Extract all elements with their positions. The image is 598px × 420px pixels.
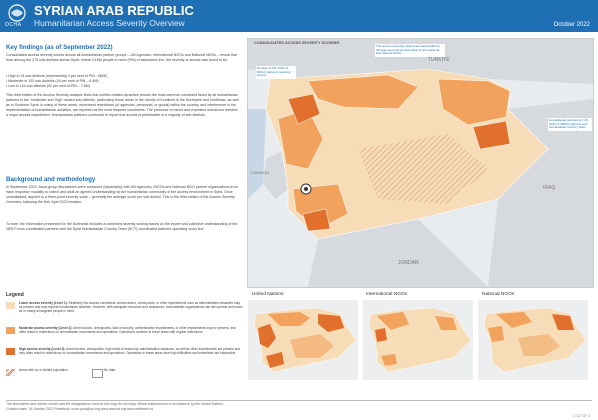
legend-title: Legend: [6, 292, 24, 298]
ocha-logo-text: OCHA: [5, 22, 22, 28]
background-p1: In September 2022, focus group discussions were convened (separately) with UN Agencies, INGOs and National NGO partner organizations from each response modality to collect and distil an agreed understanding by the humanitarian community of the access environment in Syria. Once consolidated, applied to a three-point severity scale – generally the average score per sub-district. This is the third edition of the Access Severity Overview, following the first, April 2022 iteration.: [6, 185, 238, 204]
page-title: SYRIAN ARAB REPUBLIC: [34, 3, 194, 18]
background-title: Background and methodology: [6, 176, 96, 183]
legend-item-limited: [6, 368, 244, 376]
legend-item-moderate: [6, 326, 244, 342]
publication-date: October 2022: [553, 22, 590, 28]
small-map-label-ingo: International NGOs: [366, 292, 408, 297]
label-iraq: IRAQ: [543, 185, 556, 191]
main-map: [248, 39, 593, 287]
footer-divider: [6, 400, 592, 401]
bullet-high: • High in 24 sub-districts (representing 4 per cent of PiN - 580K): [6, 74, 240, 79]
small-map-un: [248, 300, 358, 380]
callout-left: Number of UN, INGO & NNGO partners reporting access: [256, 66, 296, 79]
legend-swatch-moderate: [6, 327, 15, 334]
legend-text-low: Relatively few access constraints. Armed actors, checkpoints, or other impediments such as administrative obstacles may be present and may impede humanitarian activities. However, with adequate resources and clearances, humanitarian organizations can still operate and reach all or nearly all targeted people in need.: [19, 301, 243, 313]
legend-item-high: [6, 347, 244, 363]
main-map-panel: [247, 38, 594, 288]
bullet-low: • Low in 144 sub-districts (52 per cent of PiN – 7.6M): [6, 84, 240, 89]
key-findings-title: Key findings (as of September 2022): [6, 44, 113, 51]
key-findings-body: This third edition of the Access Severity analysis finds that conflict-related dynamics remain the most common constraint faced by all humanitarian partners in the 'moderate' and 'high' ranked sub-districts, particularly those areas in the vicinity of frontlines in the Northwest and Northeast, as well as in Southern Syria. In many of these areas, movement restrictions (of agencies, personnel, or goods) within the country, and interference in the implementation of humanitarian activities, are reported as the most frequent constraints. The presence of mines and explosive ordnances remains a major access impediment. Humanitarian partners continued to report that access is permissible in a majority of sub-districts.: [6, 93, 239, 117]
callout-top: This area is presently ranked as inaccessible by UN Agencies and as accessible by international and national NGOs: [375, 44, 445, 57]
label-turkiye: TÜRKIYE: [428, 57, 450, 63]
legend-swatch-nodata: [92, 369, 103, 378]
footer-creation: Creation date: 19 October 2022 Feedback: ocha.syria@un.org www.unocha.org www.reliefweb.int: [6, 407, 153, 411]
legend-label-low: Lower access severity (Level 1):: [19, 301, 68, 305]
legend-label-nodata: No data: [104, 368, 116, 372]
main-map-title: CONSOLIDATED ACCESS SEVERITY SCORING: [254, 41, 340, 45]
sea-region: [248, 109, 266, 199]
small-map-nngo: [478, 300, 588, 380]
key-findings-intro: Consolidated access severity scores across all humanitarian partner groups – UN Agencies, international NGOs and National NGOs – reveal that from among the 270 sub-districts across Syria, where 14.6M people in need (PiN) of assistance live, the severity of access was found to be:: [6, 53, 237, 62]
legend-swatch-high: [6, 348, 15, 355]
label-jordan: JORDAN: [398, 260, 419, 266]
legend-text-moderate: Armed actors, checkpoints, lack of security, administrative impediments, or other impediments may be present, and often result in restrictions on humanitarian movements and operations. Operations continue in these areas with regular restrictions.: [19, 326, 236, 334]
key-findings-bullets: [6, 74, 240, 90]
footer-disclaimer: The boundaries and names shown and the designations used on this map do not imply official endorsement or acceptance by the United Nations.: [6, 402, 225, 406]
legend-text-high: Armed actors, checkpoints, high levels of insecurity, administrative obstacles, as well as other impediments are present and very often result in restrictions on humanitarian movements and operations. Operations in these areas face high difficulties and sometimes are impossible.: [19, 347, 241, 355]
small-map-label-nngo: National NGOs: [482, 292, 515, 297]
legend-swatch-limited: [6, 369, 15, 376]
legend-label-moderate: Moderate access severity (Level 2):: [19, 326, 73, 330]
callout-right: Humanitarian partners by UN, INGO & NNGO partners and humanitarian Country Team: [548, 118, 592, 131]
label-lebanon: LEBANON: [250, 170, 270, 175]
legend-label-high: High access severity (Level 3):: [19, 347, 66, 351]
legend-item-low: [6, 301, 244, 317]
legend-swatch-low: [6, 302, 15, 309]
small-map-ingo: [363, 300, 473, 380]
small-map-label-un: United Nations: [252, 292, 284, 297]
page-subtitle: Humanitarian Access Severity Overview: [34, 18, 185, 28]
footer-page-number: 1 OUT OF 5: [572, 414, 590, 418]
bullet-moderate: • Moderate in 102 sub-districts (44 per cent of PiN – 6.4M): [6, 79, 240, 84]
legend-label-limited: Areas with no or limited population: [19, 368, 68, 372]
header-banner: [0, 0, 598, 32]
background-p2: To note: the information presented for the Northeast includes a combined severity scoring based on the expert and collective understanding of the NES Forum coordinated partners and the Syria Humanitarian Country Team (HCT) coordinated partners operating cross line.: [6, 222, 238, 231]
